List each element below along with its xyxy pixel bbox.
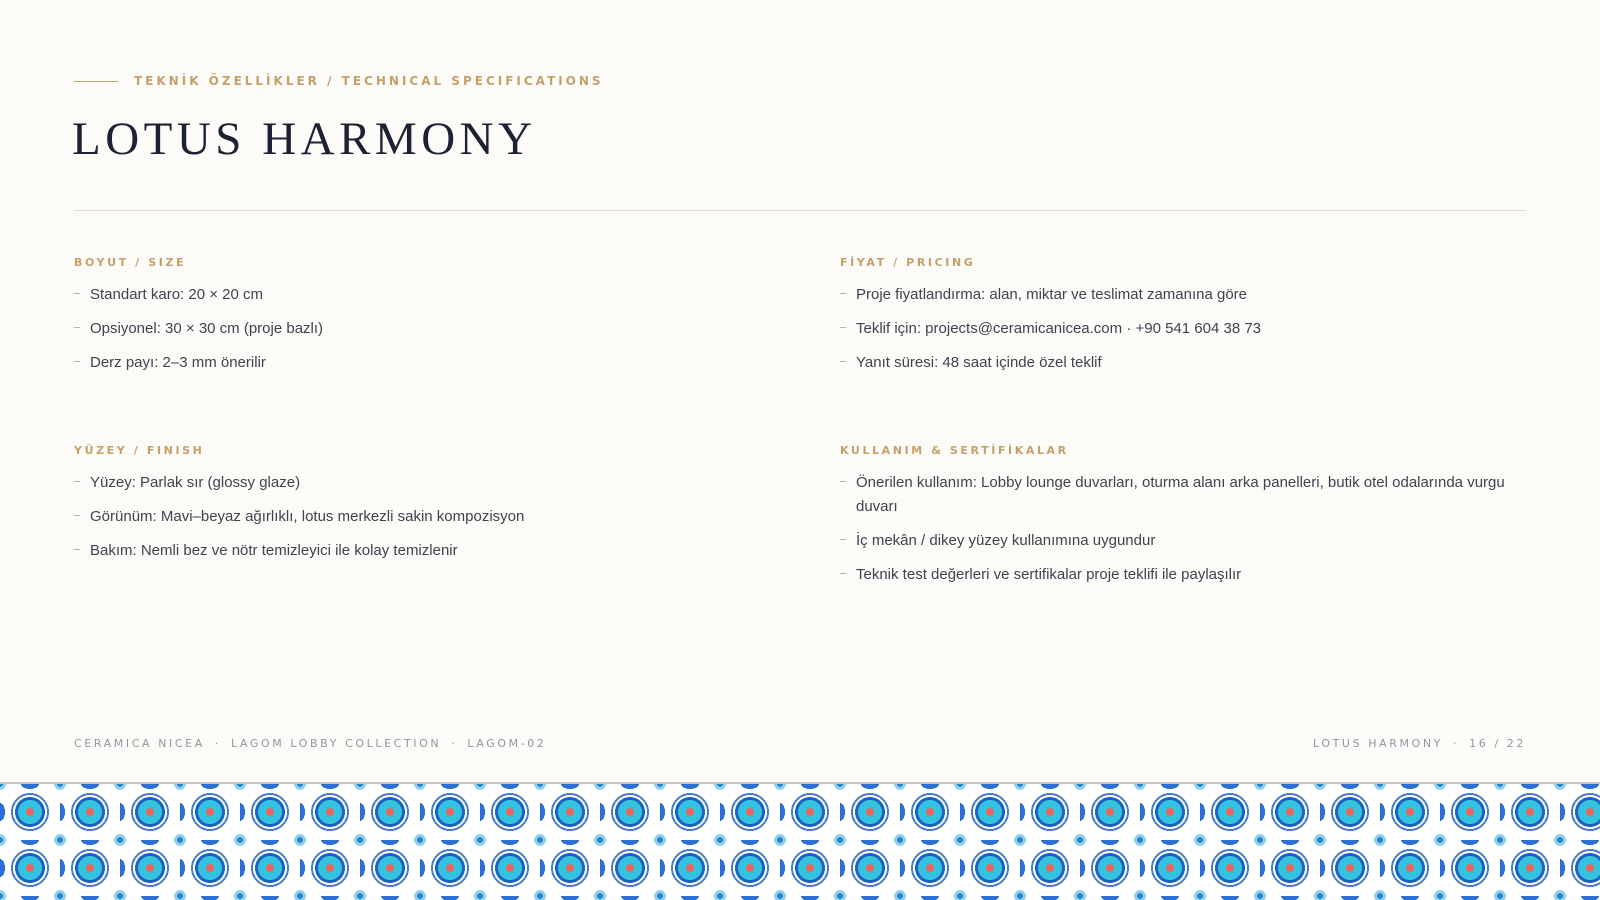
spec-item: Görünüm: Mavi–beyaz ağırlıklı, lotus merkezli sakin kompozisyon bbox=[74, 505, 754, 529]
spec-item: Bakım: Nemli bez ve nötr temizleyici ile kolay temizlenir bbox=[74, 539, 754, 563]
footer-left bbox=[74, 737, 546, 750]
bullet-dash bbox=[840, 481, 846, 482]
spec-list-finish bbox=[74, 471, 754, 563]
bullet-dash bbox=[74, 481, 80, 482]
section-finish bbox=[74, 444, 754, 573]
spec-item: Opsiyonel: 30 × 30 cm (proje bazlı) bbox=[74, 317, 754, 341]
spec-item: Önerilen kullanım: Lobby lounge duvarları, oturma alanı arka panelleri, butik otel odalarında vurgu duvarı bbox=[840, 471, 1520, 519]
spec-item: Derz payı: 2–3 mm önerilir bbox=[74, 351, 754, 375]
spec-list-usage bbox=[840, 471, 1520, 587]
spec-item: Teklif için: projects@ceramicanicea.com · +90 541 604 38 73 bbox=[840, 317, 1520, 341]
section-size bbox=[74, 256, 754, 385]
spec-list-pricing bbox=[840, 283, 1520, 375]
eyebrow bbox=[74, 74, 604, 88]
bullet-dash bbox=[840, 539, 846, 540]
section-heading-pricing: FİYAT / PRICING bbox=[840, 256, 976, 269]
footer-right bbox=[1313, 737, 1526, 750]
section-heading-size: BOYUT / SIZE bbox=[74, 256, 187, 269]
bullet-dash bbox=[840, 327, 846, 328]
footer-separator: · bbox=[214, 737, 221, 750]
spec-item: İç mekân / dikey yüzey kullanımına uygundur bbox=[840, 529, 1520, 553]
bullet-dash bbox=[74, 361, 80, 362]
bullet-dash bbox=[74, 549, 80, 550]
spec-item: Yanıt süresi: 48 saat içinde özel teklif bbox=[840, 351, 1520, 375]
section-pricing bbox=[840, 256, 1520, 385]
bullet-dash bbox=[74, 327, 80, 328]
page-number: 16 / 22 bbox=[1469, 737, 1526, 750]
bullet-dash bbox=[840, 573, 846, 574]
spec-item: Proje fiyatlandırma: alan, miktar ve teslimat zamanına göre bbox=[840, 283, 1520, 307]
section-heading-finish: YÜZEY / FINISH bbox=[74, 444, 205, 457]
footer-separator: · bbox=[451, 737, 458, 750]
bullet-dash bbox=[840, 293, 846, 294]
footer-product: LOTUS HARMONY bbox=[1313, 737, 1443, 750]
spec-item: Teknik test değerleri ve sertifikalar proje teklifi ile paylaşılır bbox=[840, 563, 1520, 587]
section-usage bbox=[840, 444, 1520, 597]
spec-item: Standart karo: 20 × 20 cm bbox=[74, 283, 754, 307]
eyebrow-text: TEKNİK ÖZELLİKLER / TECHNICAL SPECIFICATIONS bbox=[134, 74, 604, 88]
bullet-dash bbox=[840, 361, 846, 362]
spec-list-size bbox=[74, 283, 754, 375]
footer-separator: · bbox=[1452, 737, 1460, 750]
header-divider bbox=[74, 210, 1526, 211]
bullet-dash bbox=[74, 293, 80, 294]
footer-brand: CERAMICA NICEA bbox=[74, 737, 205, 750]
spec-item: Yüzey: Parlak sır (glossy glaze) bbox=[74, 471, 754, 495]
section-heading-usage: KULLANIM & SERTİFİKALAR bbox=[840, 444, 1069, 457]
tile-pattern-band bbox=[0, 782, 1600, 900]
eyebrow-rule bbox=[74, 81, 118, 82]
tile-pattern-overlay bbox=[0, 784, 1600, 900]
footer-code: LAGOM-02 bbox=[467, 737, 547, 750]
footer-collection: LAGOM LOBBY COLLECTION bbox=[230, 737, 442, 750]
page-title: LOTUS HARMONY bbox=[72, 113, 537, 165]
bullet-dash bbox=[74, 515, 80, 516]
